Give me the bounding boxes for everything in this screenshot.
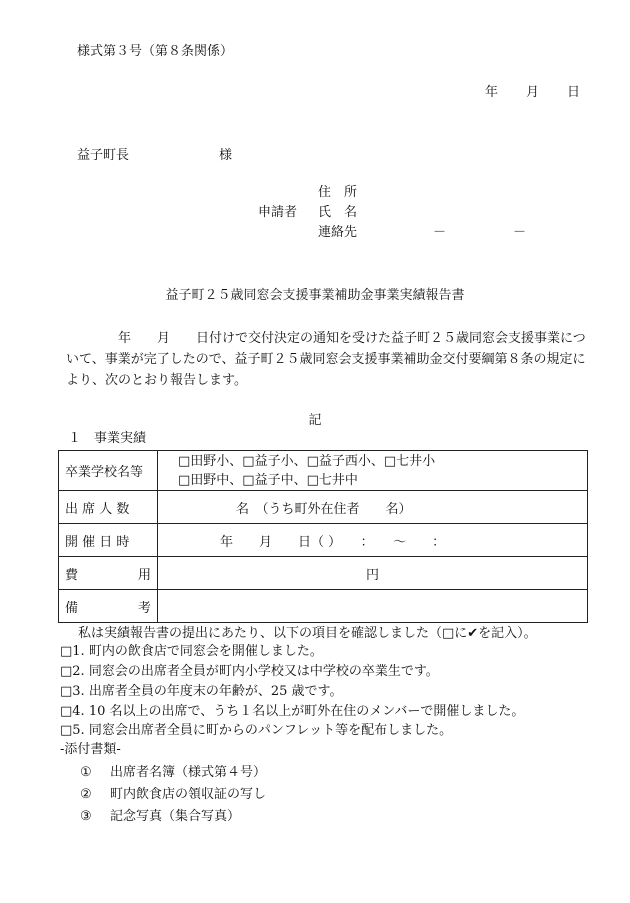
document-title: 益子町２５歳同窓会支援事業補助金事業実績報告書 (165, 288, 465, 303)
attachment-item: ① 出席者名簿（様式第４号） (80, 765, 267, 780)
form-number: 様式第３号（第８条関係） (77, 44, 234, 59)
attachment-item: ③ 記念写真（集合写真） (80, 809, 241, 824)
ki-heading: 記 (308, 413, 322, 428)
addressee-honorific: 様 (219, 148, 233, 163)
school-label: 卒業学校名等 (59, 451, 158, 491)
school-options-line1: □田野小、□益子小、□益子西小、□七井小 (178, 453, 436, 469)
date-month: 月 (525, 85, 539, 100)
report-table (58, 450, 588, 623)
confirm-intro: 私は実績報告書の提出にあたり、以下の項目を確認しました（□に✔を記入）。 (78, 626, 537, 641)
name-label: 氏 名 (318, 205, 358, 220)
table-row (59, 557, 588, 590)
contact-dash-2: － (512, 225, 526, 240)
table-row (59, 451, 588, 491)
remarks-value[interactable] (158, 590, 588, 623)
check-item-4[interactable]: □4. 10 名以上の出席で、うち１名以上が町外在住のメンバーで開催しました。 (60, 704, 525, 719)
address-label: 住 所 (318, 185, 358, 200)
check-item-2[interactable]: □2. 同窓会の出席者全員が町内小学校又は中学校の卒業生です。 (60, 664, 439, 679)
date-day: 日 (566, 85, 580, 100)
cost-value[interactable]: 円 (158, 557, 588, 590)
table-row (59, 524, 588, 557)
cost-label: 費 用 (59, 557, 158, 590)
check-item-3[interactable]: □3. 出席者全員の年度末の年齢が、25 歳です。 (60, 684, 343, 699)
attendance-value[interactable]: 名 （うち町外在住者 名） (158, 491, 588, 524)
check-item-5[interactable]: □5. 同窓会出席者全員に町からのパンフレット等を配布しました。 (60, 723, 453, 738)
body-text: 年 月 日付けで交付決定の通知を受けた益子町２５歳同窓会支援事業について、事業が完了したので、益子町２５歳同窓会支援事業補助金交付要綱第８条の規定により、次のとおり報告します。 (66, 331, 586, 388)
contact-dash-1: － (432, 225, 446, 240)
datetime-value[interactable]: 年 月 日（ ） ： ～ ： (158, 524, 588, 557)
section-heading: １ 事業実績 (68, 431, 147, 446)
check-item-1[interactable]: □1. 町内の飲食店で同窓会を開催しました。 (60, 644, 323, 659)
school-options[interactable] (158, 451, 588, 491)
contact-label: 連絡先 (318, 225, 358, 240)
addressee-name: 益子町長 (77, 148, 130, 163)
applicant-block (258, 183, 526, 243)
attendance-label: 出 席 人 数 (59, 491, 158, 524)
date-year: 年 (484, 85, 498, 100)
addressee (77, 147, 232, 165)
table-row (59, 491, 588, 524)
datetime-label: 開 催 日 時 (59, 524, 158, 557)
date-line (457, 84, 580, 102)
school-options-line2: □田野中、□益子中、□七井中 (178, 472, 358, 488)
applicant-role: 申請者 (258, 205, 298, 220)
remarks-label: 備 考 (59, 590, 158, 623)
attachment-item: ② 町内飲食店の領収証の写し (80, 787, 267, 802)
table-row (59, 590, 588, 623)
attachments-title: -添付書類- (60, 742, 121, 757)
